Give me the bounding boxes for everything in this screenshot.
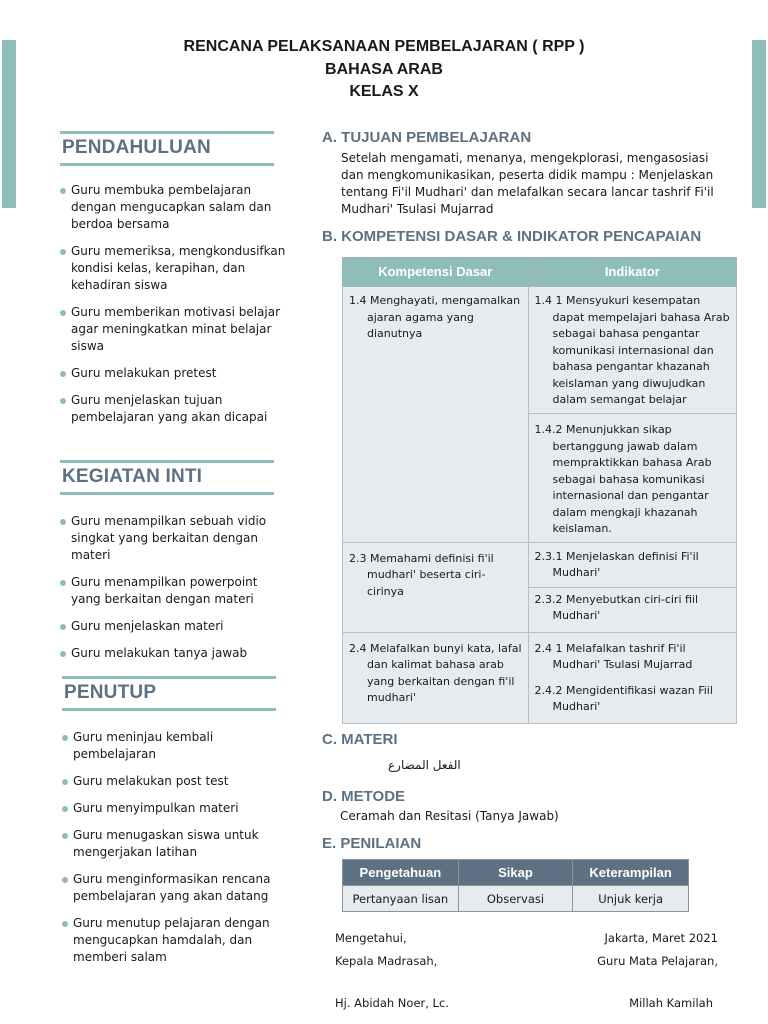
penilaian-table [342,859,689,912]
indikator-cell: 1.4 1 Mensyukuri kesempatan dapat mempelajari bahasa Arab sebagai bahasa pengantar komunikasi internasional dan bahasa pengantar khazanah keislaman yang diwujudkan dalam semangat belajar [528,287,736,414]
kd-cell: 2.4 Melafalkan bunyi kata, lafal dan kalimat bahasa arab yang berkaitan dengan fi'il mudhari' [343,632,529,723]
title-line-1: RENCANA PELAKSANAAN PEMBELAJARAN ( RPP ) [183,38,585,55]
title-line-3: KELAS X [349,83,419,100]
list-item: Guru melakukan tanya jawab [60,645,290,662]
list-item: Guru menugaskan siswa untuk mengerjakan latihan [62,827,292,861]
materi-text: الفعل المضارع [388,758,461,772]
signature-right-line2: Guru Mata Pelajaran, [597,954,718,968]
indikator-cell: 1.4.2 Menunjukkan sikap bertanggung jawab dalam mempraktikkan bahasa Arab sebagai bahasa komunikasi internasional dan pengantar dalam mengkaji khazanah keislaman. [528,414,736,543]
list-item: Guru melakukan pretest [60,365,290,382]
pendahuluan-list [60,182,290,426]
tujuan-text: Setelah mengamati, menanya, mengekplorasi, mengasosiasi dan mengkomunikasikan, peserta didik mampu : Menjelaskan tentang Fi'il Mudhari' dan melafalkan secara lancar tashrif Fi'il Mudhari' Tsulasi Mujarrad [341,151,714,216]
indikator-cell: 2.3.2 Menyebutkan ciri-ciri fiil Mudhari' [528,587,736,632]
signature-left-line2: Kepala Madrasah, [335,954,438,968]
list-item: Guru memeriksa, mengkondusifkan kondisi kelas, kerapihan, dan kehadiran siswa [60,243,290,294]
keterampilan-header: Keterampilan [573,860,689,886]
list-item: Guru membuka pembelajaran dengan mengucapkan salam dan berdoa bersama [60,182,290,233]
kd-column-header: Kompetensi Dasar [343,258,529,287]
kegiatan-inti-list [60,513,290,662]
keterampilan-value: Unjuk kerja [573,886,689,912]
list-item: Guru meninjau kembali pembelajaran [62,729,292,763]
list-item: Guru menjelaskan materi [60,618,290,635]
list-item: Guru menampilkan powerpoint yang berkaitan dengan materi [60,574,290,608]
metode-heading: D. METODE [322,788,406,805]
pengetahuan-value: Pertanyaan lisan [343,886,459,912]
list-item: Guru memberikan motivasi belajar agar meningkatkan minat belajar siswa [60,304,290,355]
signature-right-name: Millah Kamilah [629,996,713,1010]
list-item: Guru menutup pelajaran dengan mengucapkan hamdalah, dan memberi salam [62,915,292,966]
penutup-list [62,729,292,966]
sikap-header: Sikap [458,860,573,886]
kd-cell: 2.3 Memahami definisi fi'il mudhari' beserta ciri-cirinya [343,542,529,632]
kegiatan-inti-heading: KEGIATAN INTI [60,460,274,495]
signature-left [335,927,437,973]
list-item: Guru menyimpulkan materi [62,800,292,817]
pengetahuan-header: Pengetahuan [343,860,459,886]
list-item: Guru menampilkan sebuah vidio singkat yang berkaitan dengan materi [60,513,290,564]
list-item: Guru menginformasikan rencana pembelajaran yang akan datang [62,871,292,905]
signature-left-line1: Mengetahui, [335,931,407,945]
signature-right-line1: Jakarta, Maret 2021 [604,931,718,945]
metode-text: Ceramah dan Resitasi (Tanya Jawab) [340,809,559,823]
indikator-column-header: Indikator [528,258,736,287]
penutup-section [62,676,292,976]
sikap-value: Observasi [458,886,573,912]
pendahuluan-section [60,131,290,436]
tujuan-heading: A. TUJUAN PEMBELAJARAN [322,129,532,146]
list-item: Guru menjelaskan tujuan pembelajaran yang akan dicapai [60,392,290,426]
title-line-2: BAHASA ARAB [325,60,443,78]
indikator-cell: 2.3.1 Menjelaskan definisi Fi'il Mudhari' [528,542,736,587]
kompetensi-heading: B. KOMPETENSI DASAR & INDIKATOR PENCAPAIAN [322,228,702,245]
kompetensi-table [342,257,737,724]
kegiatan-inti-section [60,460,290,672]
signature-right [597,927,718,973]
penilaian-heading: E. PENILAIAN [322,835,422,852]
kd-cell: 1.4 Menghayati, mengamalkan ajaran agama yang dianutnya [343,287,529,543]
indikator-cell: 2.4 1 Melafalkan tashrif Fi'il Mudhari' Tsulasi Mujarrad 2.4.2 Mengidentifikasi wazan Fiil Mudhari' [528,632,736,723]
pendahuluan-heading: PENDAHULUAN [60,131,274,166]
penutup-heading: PENUTUP [62,676,276,711]
list-item: Guru melakukan post test [62,773,292,790]
document-title [0,36,768,104]
signature-left-name: Hj. Abidah Noer, Lc. [335,996,449,1010]
materi-heading: C. MATERI [322,731,398,748]
